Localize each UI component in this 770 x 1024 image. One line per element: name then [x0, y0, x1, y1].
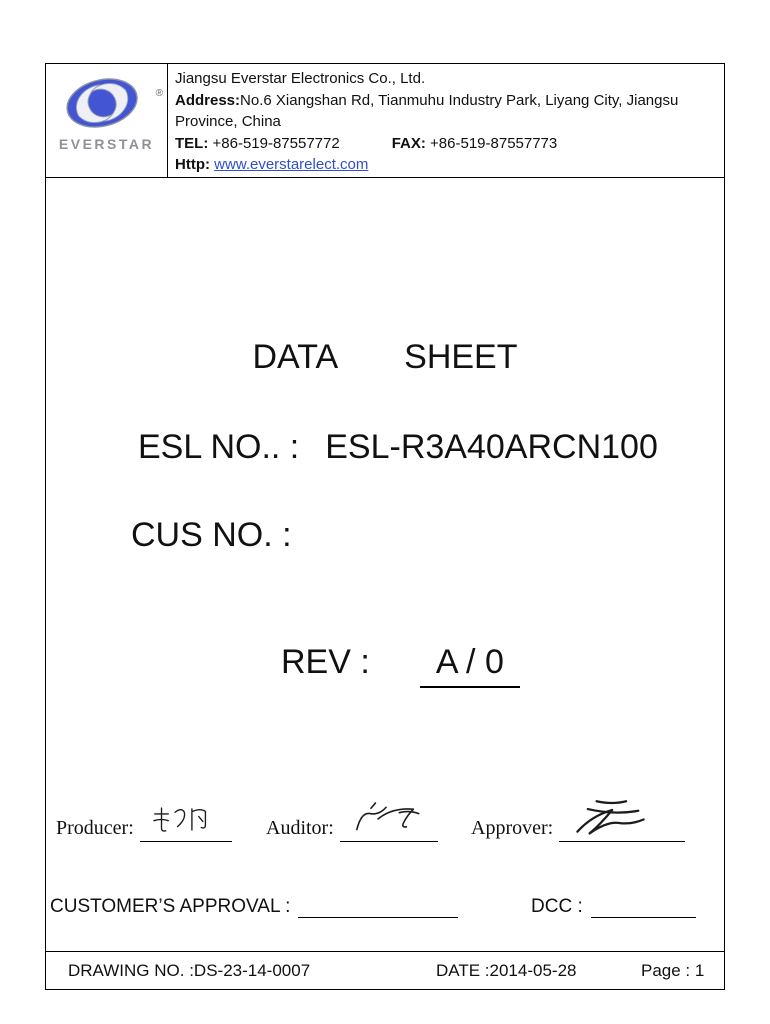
customer-approval-group [50, 896, 458, 918]
approver-label: Approver: [471, 817, 554, 839]
title-word-data: DATA [252, 338, 339, 376]
fax-label: FAX: [391, 134, 426, 152]
drawing-no: DRAWING NO. :DS-23-14-0007 [68, 960, 311, 980]
fax-value: +86-519-87557773 [430, 134, 558, 152]
company-info [168, 64, 724, 177]
customer-approval-label: CUSTOMER’S APPROVAL : [50, 896, 291, 917]
dcc-group [531, 896, 696, 918]
date: DATE :2014-05-28 [436, 960, 577, 980]
rev-label: REV : [281, 643, 370, 681]
page-title [46, 338, 724, 377]
title-word-sheet: SHEET [404, 338, 518, 376]
document-frame [45, 63, 725, 990]
esl-no-line [138, 428, 658, 467]
http-label: Http: [175, 156, 210, 173]
document-body [46, 178, 724, 951]
cus-no-label: CUS NO. : [131, 516, 292, 554]
approver-signature [567, 794, 667, 838]
approver-group [471, 795, 685, 842]
header [46, 64, 724, 178]
producer-signature [148, 800, 224, 838]
dcc-label: DCC : [531, 896, 583, 917]
esl-no-value: ESL-R3A40ARCN100 [325, 428, 658, 466]
tel-value: +86-519-87557772 [212, 134, 340, 152]
footer [46, 951, 724, 989]
company-website [175, 154, 717, 176]
esl-no-label: ESL NO.. : [138, 428, 300, 466]
registered-trademark-icon: ® [155, 88, 163, 99]
company-name: Jiangsu Everstar Electronics Co., Ltd. [175, 70, 426, 87]
company-address [175, 90, 717, 133]
company-phones [175, 133, 717, 155]
rev-value: A / 0 [420, 643, 520, 688]
address-label: Address: [175, 91, 241, 109]
auditor-signature-line [340, 795, 438, 842]
signature-row [46, 784, 724, 842]
producer-signature-line [140, 795, 232, 842]
dcc-blank [591, 897, 696, 918]
tel-label: TEL: [175, 134, 209, 152]
rev-line [281, 643, 520, 688]
website-link[interactable]: www.everstarelect.com [214, 156, 369, 173]
approver-signature-line [559, 795, 685, 842]
everstar-logo-icon [56, 72, 152, 139]
customer-approval-blank [298, 897, 458, 918]
page-number: Page : 1 [641, 960, 705, 980]
address-value: No.6 Xiangshan Rd, Tianmuhu Industry Park, Liyang City, Jiangsu Province, China [175, 91, 679, 130]
auditor-group [266, 795, 438, 842]
logo-cell [46, 64, 168, 177]
auditor-label: Auditor: [266, 817, 334, 839]
cus-no-line [131, 516, 292, 555]
producer-label: Producer: [56, 817, 134, 839]
auditor-signature [348, 798, 432, 838]
producer-group [56, 795, 232, 842]
approval-row [46, 888, 724, 918]
brand-wordmark: EVERSTAR [58, 136, 155, 152]
